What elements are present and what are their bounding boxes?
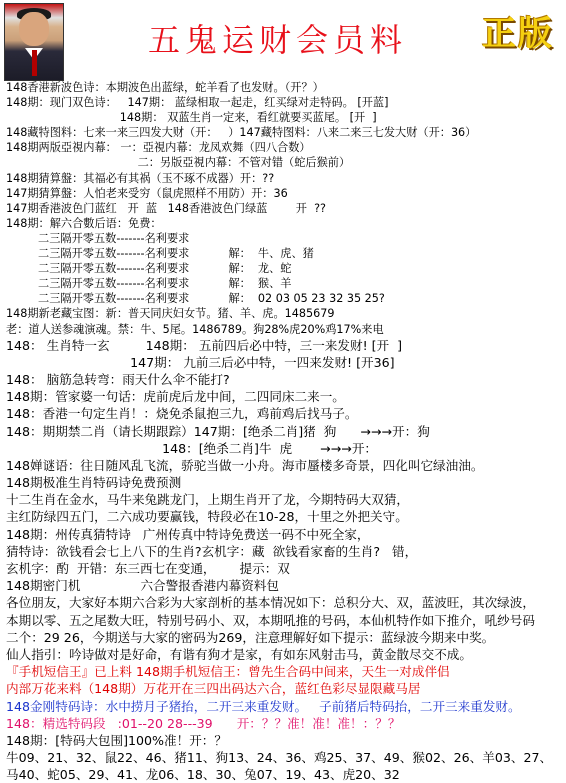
line-1-text: 148期：现门双色诗： 147期： 蓝绿相取一起走，红买绿对走特码。 [开蓝] — [6, 96, 389, 110]
author-photo — [4, 3, 64, 81]
line-33: 本期以零、五之尾数大旺，特别号码小、双，本期吼推的号码，本仙机特作如下推介，吼纱号码 — [6, 612, 535, 628]
line-2: 148期： 双蓝生肖一定来，看红就要买蓝尾。 [开 ] — [6, 111, 377, 125]
line-27: 主红防绿四五门，二六成功要赢钱，特段必在10-28，十里之外把关守。 — [6, 509, 408, 525]
line-9: 148期：解六合數后语：免费： — [6, 216, 162, 230]
photo-tie — [32, 50, 37, 76]
line-34: 二个：29 26，今期送与大家的密码为269，注意理解好如下提示：蓝绿波今期来中奖。 — [6, 629, 495, 645]
header — [0, 0, 566, 82]
genuine-badge: 正版 — [482, 14, 554, 54]
line-39: 148：精选特码段 :01--20 28---39 开：？？准！准！准！：？？ — [6, 715, 401, 731]
line-42: 马40、蛇05、29、41、龙06、18、30、兔07、19、43、虎20、32 — [6, 767, 400, 783]
line-22: 148：期期禁二肖（请长期跟踪）147期：[绝杀二肖]猪 狗 →→→开：狗 — [6, 423, 430, 439]
line-40: 148期：[特码大包围]100%准！开：？ — [6, 732, 227, 748]
line-32: 各位朋友，大家好本期六合彩为大家剖析的基本情况如下：总积分大、双，蓝波旺，其次绿波， — [6, 595, 535, 611]
line-15: 148期新老藏宝图：新：普天同庆妇女节。猪、羊、虎。1485679 — [6, 307, 335, 321]
line-24: 148婵谜语：往日随风乱飞流，骄驼当做一小舟。海市蜃楼多奇景，四化叫它绿油油。 — [6, 457, 484, 473]
line-12: 二三隔开零五数-------名利要求 解： 龙、蛇 — [6, 262, 292, 276]
line-26: 十二生肖在金水，马牛来兔跳龙门，上期生肖开了龙，今期特码大双猜， — [6, 492, 409, 508]
line-41: 牛09、21、32、鼠22、46、猪11、狗13、24、36、鸡25、37、49、猴02、26、羊03、27、 — [6, 750, 553, 766]
line-35: 仙人指引：吟诗做对是好命，有谐有狗才是家，有如东风射击马，黄金散尽交不成。 — [6, 646, 472, 662]
line-31: 148期密门机 六合警报香港内幕资料包 — [6, 578, 279, 594]
line-4: 148期两版亞視内幕： 一：亞視内幕：龙凤欢舞（四八合数） — [6, 141, 311, 155]
line-38: 148金刚特码诗：水中捞月子猪抬，二开三来重发财。 子前猪后特码抬，二开三来重发财。 — [6, 698, 521, 714]
line-17: 148： 生肖特一玄 148期： 五前四后必中特，三一来发财! [开 ] — [6, 337, 403, 353]
line-18: 147期： 九前三后必中特，一四来发财! [开36] — [6, 354, 395, 370]
line-30: 玄机字：酌 开错：东三西七在变通， 提示：双 — [6, 561, 290, 577]
line-20: 148期：管家婆一句话：虎前虎后龙中间，二四同床二来一。 — [6, 389, 345, 405]
line-13: 二三隔开零五数-------名利要求 解： 猴、羊 — [6, 277, 292, 291]
line-29: 猜特诗：欲钱看会七上八下的生肖?玄机字：藏 欲钱看家畜的生肖? 错， — [6, 543, 418, 559]
page-title: 五鬼运财会员料 — [148, 21, 408, 59]
line-11: 二三隔开零五数-------名利要求 解： 牛、虎、猪 — [6, 247, 314, 261]
line-25: 148期极准生肖特码诗免费预测 — [6, 475, 182, 491]
line-8: 147期香港波色门蓝红 开 蓝 148香港波色门绿蓝 开 ?? — [6, 201, 326, 215]
photo-face — [19, 12, 49, 46]
line-7: 147期猜算盤：人怕老来受穷（鼠虎照样不用防）开：36 — [6, 186, 288, 200]
line-37: 内部万花来料（148期）万花开在三四出码达六合，蓝红色彩尽显限藏马居 — [6, 681, 421, 697]
line-21: 148：香港一句定生肖！：烧免杀鼠抱三九，鸡前鸡后找马子。 — [6, 406, 358, 422]
line-10: 二三隔开零五数-------名利要求 — [6, 231, 190, 245]
line-36: 『手机短信王』已上料 148期手机短信王：曾先生合码中间来，天生一对成伴侣 — [6, 664, 450, 680]
line-3: 148藏特图料：七来一来三四发大财（开： ）147藏特图料：八来二来三七发大财（开：36） — [6, 126, 477, 140]
line-6: 148期猜算盤：其福必有其祸（玉不琢不成器）开：?? — [6, 171, 275, 185]
line-23: 148：[绝杀二肖]牛 虎 →→→开： — [6, 440, 378, 456]
content-body — [6, 80, 562, 783]
line-14: 二三隔开零五数-------名利要求 解： 02 03 05 23 32 35 25? — [6, 292, 385, 306]
line-28: 148期：州传真猜特诗 广州传真中特诗免费送一码不中死全家， — [6, 526, 370, 542]
line-19: 148： 脑筋急转弯：雨天什么伞不能打? — [6, 371, 230, 387]
line-0: 148香港新波色诗：本期波色出蓝绿，蛇羊看了也发财。（开？） — [6, 81, 324, 94]
line-5: 二：另版亞視内幕：不管对错（蛇后猴前） — [6, 156, 351, 170]
line-16: 老：道人送参魂演魂。禁：牛、5尾。1486789。狗28%虎20%鸡17%来电 — [6, 322, 384, 336]
line-1 — [6, 95, 562, 110]
